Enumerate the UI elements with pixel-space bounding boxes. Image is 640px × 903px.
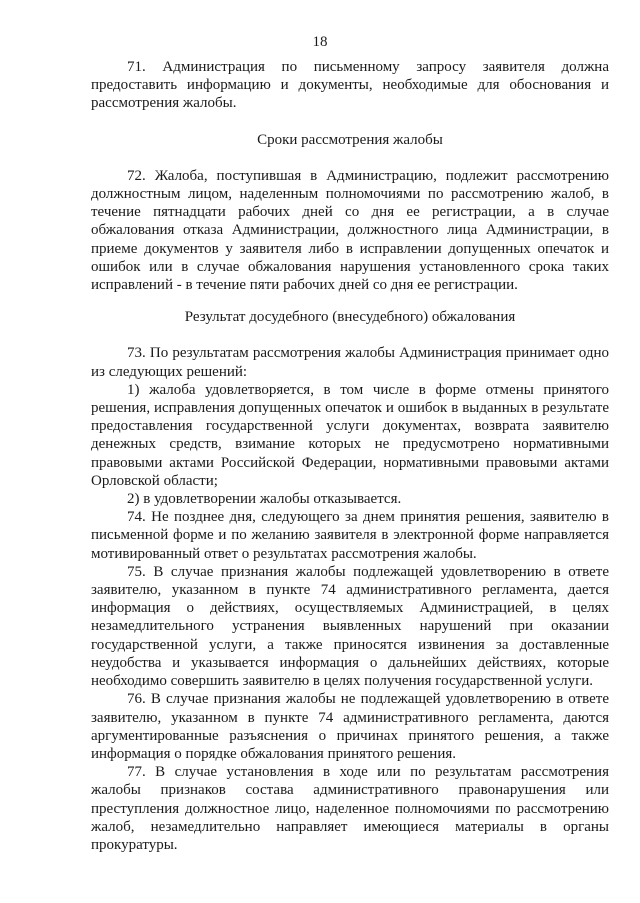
section-heading-terms: Сроки рассмотрения жалобы <box>257 131 443 148</box>
page-number: 18 <box>312 34 328 50</box>
section-heading-result: Результат досудебного (внесудебного) обжалования <box>184 309 516 326</box>
paragraph-73-item-1: 1) жалоба удовлетворяется, в том числе в форме отмены принятого решения, исправления допущенных опечаток и ошибок в выданных в результате предоставления государственной услуги документах, возврата заявителю денежных средств, взимание которых не предусмотрено нормативными правовыми актами Российской Федерации, нормативными правовыми актами Орловской области; <box>91 381 609 489</box>
paragraph-77: 77. В случае установления в ходе или по результатам рассмотрения жалобы признаков состава административного правонарушения или преступления должностное лицо, наделенное полномочиями по рассмотрению жалоб, незамедлительно направляет имеющиеся материалы в органы прокуратуры. <box>91 764 609 853</box>
paragraph-75: 75. В случае признания жалобы подлежащей удовлетворению в ответе заявителю, указанном в пункте 74 административного регламента, дается информация о действиях, осуществляемых Администрацией, в целях незамедлительного устранения выявленных нарушений при оказании государственной услуги, а также приносятся извинения за доставленные неудобства и указывается информация о дальнейших действиях, которые необходимо совершить заявителю в целях получения государственной услуги. <box>91 563 609 690</box>
paragraph-71: 71. Администрация по письменному запросу заявителя должна предоставить информацию и документы, необходимые для обоснования и рассмотрения жалобы. <box>91 59 609 112</box>
paragraph-74: 74. Не позднее дня, следующего за днем принятия решения, заявителю в письменной форме и по желанию заявителя в электронной форме направляется мотивированный ответ о результатах рассмотрения жалобы. <box>91 509 609 562</box>
paragraph-72: 72. Жалоба, поступившая в Администрацию, подлежит рассмотрению должностным лицом, наделенным полномочиями по рассмотрению жалоб, в течение пятнадцати рабочих дней со дня ее регистрации, а в случае обжалования отказа Администрации, должностного лица Администрации, в приеме документов у заявителя либо в исправлении допущенных опечаток и ошибок или в случае обжалования нарушения установленного срока таких исправлений - в течение пяти рабочих дней со дня ее регистрации. <box>91 167 609 294</box>
paragraph-73-item-2: 2) в удовлетворении жалобы отказывается. <box>127 491 402 508</box>
document-body <box>91 58 609 854</box>
paragraph-76: 76. В случае признания жалобы не подлежащей удовлетворению в ответе заявителю, указанном в пункте 74 административного регламента, даются аргументированные разъяснения о причинах принятого решения, а также информация о порядке обжалования принятого решения. <box>91 691 609 762</box>
paragraph-73: 73. По результатам рассмотрения жалобы Администрация принимает одно из следующих решений: <box>91 345 609 380</box>
